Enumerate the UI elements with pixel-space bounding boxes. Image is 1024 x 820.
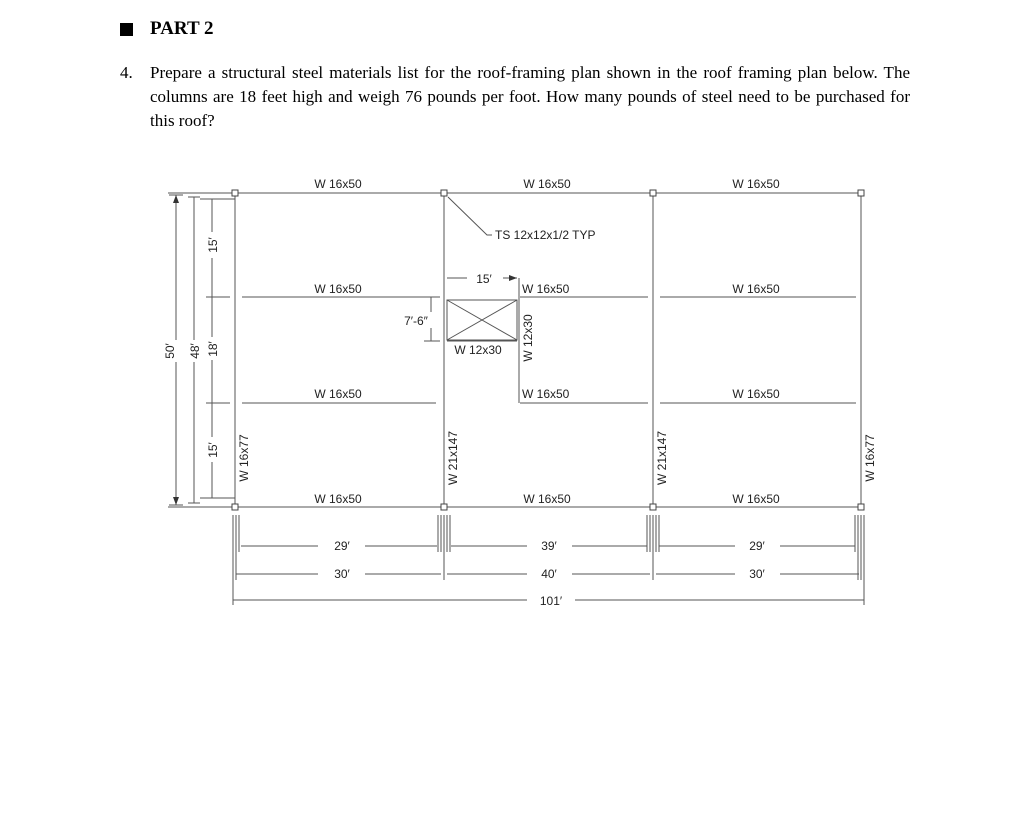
- girder-label-3: W 21x147: [655, 430, 669, 486]
- beam-label-top-left: W 16x50: [314, 177, 362, 191]
- beam-label-upper-right: W 16x50: [732, 282, 780, 296]
- column-marker: [441, 504, 447, 510]
- part-heading-text: PART 2: [150, 18, 214, 39]
- girder-label-2: W 21x147: [446, 430, 460, 486]
- beam-label-top-center: W 16x50: [523, 177, 571, 191]
- dim-label-30-left: 30′: [334, 567, 350, 581]
- opening-side-label: W 12x30: [521, 314, 535, 362]
- girder-label-1: W 16x77: [237, 434, 251, 482]
- column-marker: [441, 190, 447, 196]
- column-marker: [232, 190, 238, 196]
- dim-label-50: 50′: [163, 343, 177, 359]
- tube-column-callout: TS 12x12x1/2 TYP: [495, 228, 596, 242]
- tube-leader-line: [448, 197, 492, 235]
- column-marker: [650, 504, 656, 510]
- beam-label-bottom-center: W 16x50: [523, 492, 571, 506]
- beam-label-bottom-left: W 16x50: [314, 492, 362, 506]
- dim-label-29-right: 29′: [749, 539, 765, 553]
- column-marker: [650, 190, 656, 196]
- left-dim-arrowhead-top: [173, 195, 179, 203]
- opening-header-label: W 12x30: [454, 343, 502, 357]
- beam-label-lower-center: W 16x50: [522, 387, 570, 401]
- question-number: 4.: [120, 63, 133, 82]
- column-marker: [858, 504, 864, 510]
- dim-label-30-right: 30′: [749, 567, 765, 581]
- question-text: Prepare a structural steel materials list for the roof-framing plan shown in the roof framing plan below. The columns are 18 feet high and weigh 76 pounds per foot. How many pounds of steel need to be purchased for this roof?: [150, 63, 910, 130]
- dim-label-15-bottom: 15′: [206, 442, 220, 458]
- column-marker: [232, 504, 238, 510]
- opening-width-label: 15′: [476, 272, 492, 286]
- dim-label-40: 40′: [541, 567, 557, 581]
- beam-label-bottom-right: W 16x50: [732, 492, 780, 506]
- beam-label-lower-right: W 16x50: [732, 387, 780, 401]
- dim-label-39: 39′: [541, 539, 557, 553]
- left-dim-arrowhead-bottom: [173, 497, 179, 505]
- beam-label-lower-left: W 16x50: [314, 387, 362, 401]
- opening-dim-arrowhead: [509, 275, 517, 281]
- dim-label-29-left: 29′: [334, 539, 350, 553]
- opening-offset-label: 7′-6″: [404, 314, 428, 328]
- dim-label-101: 101′: [539, 594, 563, 608]
- beam-label-top-right: W 16x50: [732, 177, 780, 191]
- beam-label-upper-center: W 16x50: [522, 282, 570, 296]
- dim-label-15-top: 15′: [206, 237, 220, 253]
- dim-label-48: 48′: [188, 343, 202, 359]
- column-marker: [858, 190, 864, 196]
- dim-label-18: 18′: [206, 341, 220, 357]
- girder-label-4: W 16x77: [863, 434, 877, 482]
- beam-label-upper-left: W 16x50: [314, 282, 362, 296]
